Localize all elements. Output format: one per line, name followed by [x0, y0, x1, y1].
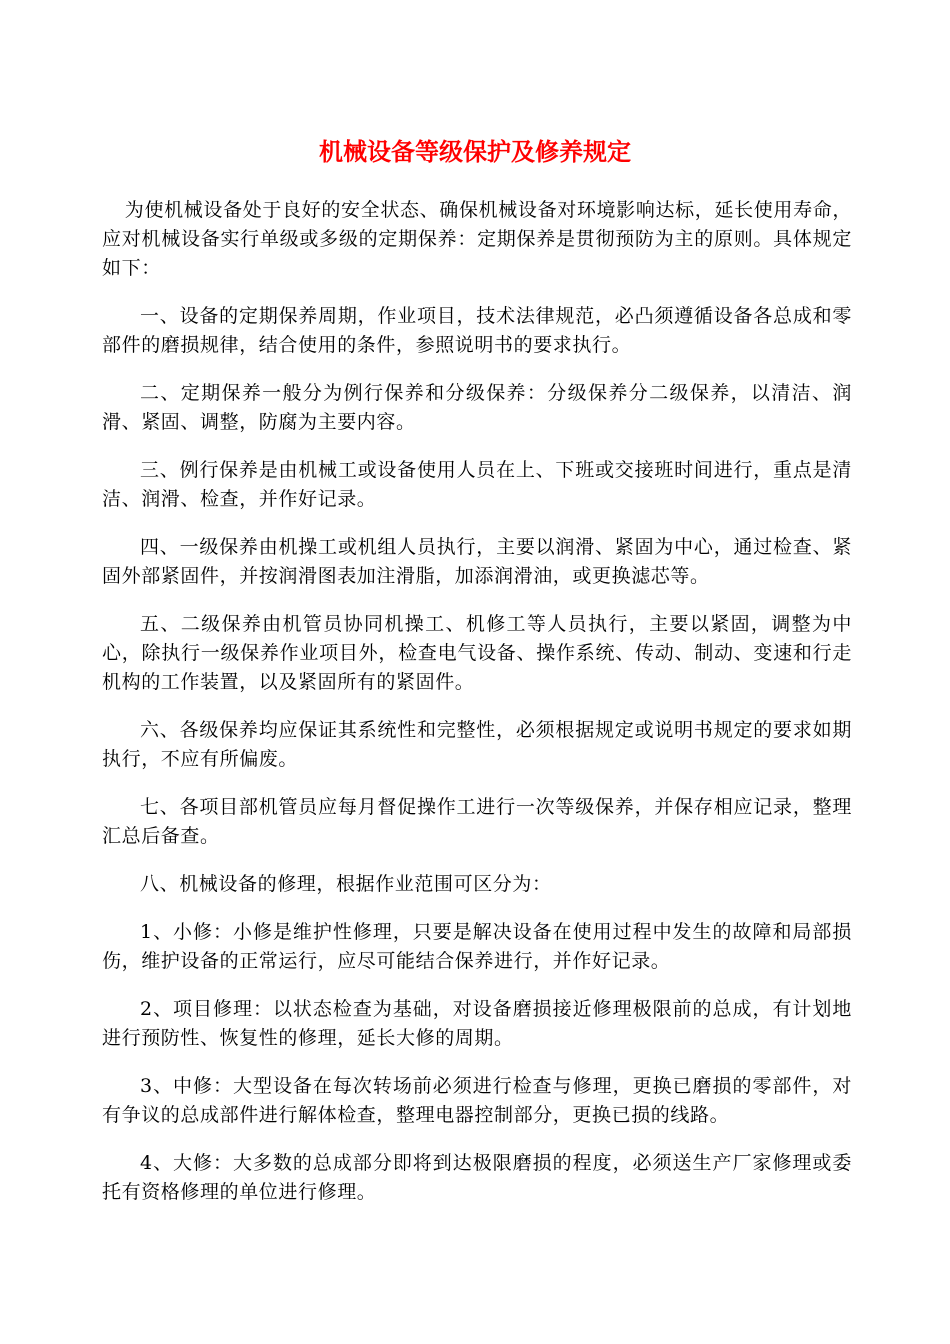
- clause-8-paragraph: 八、机械设备的修理，根据作业范围可区分为：: [140, 873, 552, 895]
- repair-medium-paragraph: 3、中修：大型设备在每次转场前必须进行检查与修理，更换已磨损的零部件，对有争议的总成部件进行解体检查，整理电器控制部分，更换已损的线路。: [102, 1075, 852, 1126]
- repair-major-paragraph: 4、大修：大多数的总成部分即将到达极限磨损的程度，必须送生产厂家修理或委托有资格修理的单位进行修理。: [102, 1152, 852, 1203]
- clause-4-paragraph: 四、一级保养由机操工或机组人员执行，主要以润滑、紧固为中心，通过检查、紧固外部紧固件，并按润滑图表加注滑脂，加添润滑油，或更换滤芯等。: [102, 536, 852, 587]
- repair-item-paragraph: 2、项目修理：以状态检查为基础，对设备磨损接近修理极限前的总成，有计划地进行预防性、恢复性的修理，延长大修的周期。: [102, 998, 852, 1049]
- document-body: [102, 196, 852, 1226]
- clause-7-paragraph: 七、各项目部机管员应每月督促操作工进行一次等级保养，并保存相应记录，整理汇总后备查。: [102, 796, 852, 847]
- intro-paragraph: 为使机械设备处于良好的安全状态、确保机械设备对环境影响达标，延长使用寿命，应对机械设备实行单级或多级的定期保养：定期保养是贯彻预防为主的原则。具体规定如下：: [102, 199, 852, 279]
- repair-minor-paragraph: 1、小修：小修是维护性修理，只要是解决设备在使用过程中发生的故障和局部损伤，维护设备的正常运行，应尽可能结合保养进行，并作好记录。: [102, 921, 852, 972]
- clause-2-paragraph: 二、定期保养一般分为例行保养和分级保养：分级保养分二级保养，以清洁、润滑、紧固、调整，防腐为主要内容。: [102, 382, 852, 433]
- clause-1-paragraph: 一、设备的定期保养周期，作业项目，技术法律规范，必凸须遵循设备各总成和零部件的磨损规律，结合使用的条件，参照说明书的要求执行。: [102, 305, 852, 356]
- clause-6-paragraph: 六、各级保养均应保证其系统性和完整性，必须根据规定或说明书规定的要求如期执行，不应有所偏废。: [102, 719, 852, 770]
- clause-3-paragraph: 三、例行保养是由机械工或设备使用人员在上、下班或交接班时间进行，重点是清洁、润滑、检查，并作好记录。: [102, 459, 852, 510]
- clause-5-paragraph: 五、二级保养由机管员协同机操工、机修工等人员执行，主要以紧固，调整为中心，除执行一级保养作业项目外，检查电气设备、操作系统、传动、制动、变速和行走机构的工作装置，以及紧固所有的紧固件。: [102, 613, 852, 693]
- document-title: 机械设备等级保护及修养规定: [319, 138, 631, 166]
